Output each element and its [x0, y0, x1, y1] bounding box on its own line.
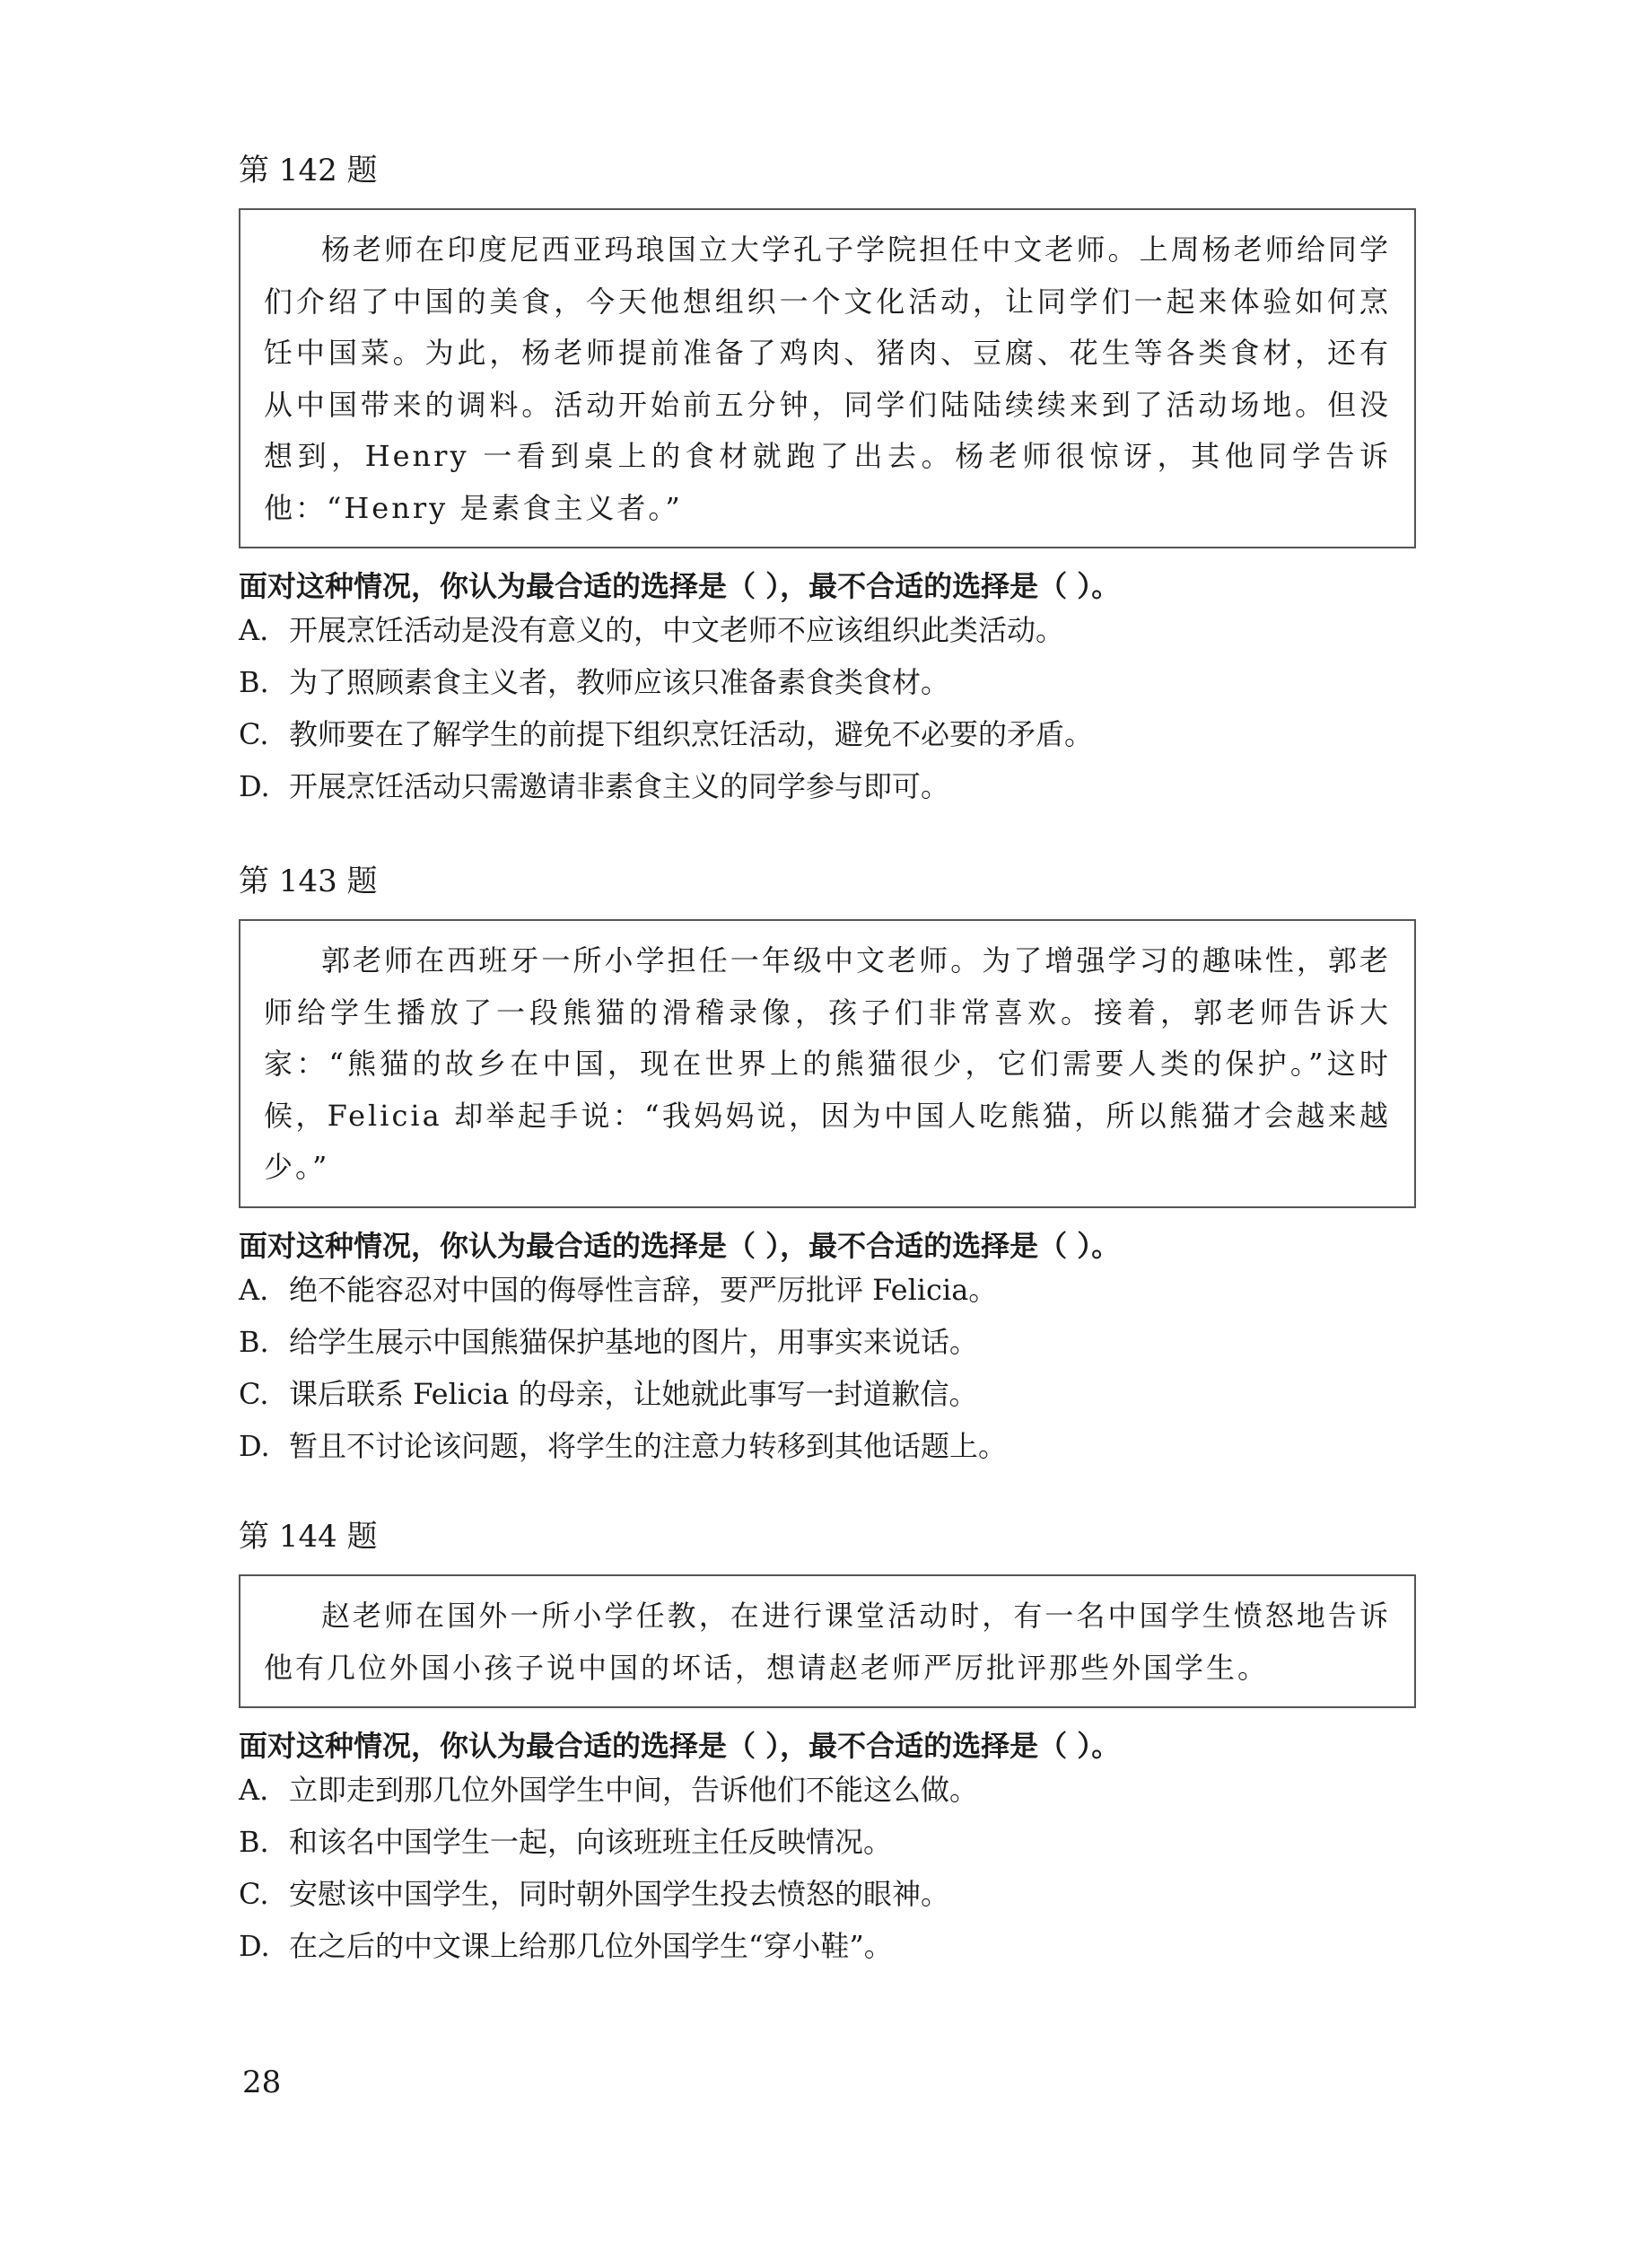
option-a[interactable]	[239, 1264, 1416, 1316]
option-text: 开展烹饪活动只需邀请非素食主义的同学参与即可。	[289, 769, 950, 803]
option-letter: A.	[239, 613, 269, 647]
option-letter: B.	[239, 665, 269, 699]
question-144	[239, 1519, 1416, 1972]
option-c[interactable]	[239, 1368, 1416, 1420]
options-list	[239, 604, 1416, 812]
option-text: 和该名中国学生一起，向该班班主任反映情况。	[289, 1825, 893, 1859]
passage-text: 杨老师在印度尼西亚玛琅国立大学孔子学院担任中文老师。上周杨老师给同学们介绍了中国的美食，今天他想组织一个文化活动，让同学们一起来体验如何烹饪中国菜。为此，杨老师提前准备了鸡肉、猪肉、豆腐、花生等各类食材，还有从中国带来的调料。活动开始前五分钟，同学们陆陆续续来到了活动场地。但没想到，Henry 一看到桌上的食材就跑了出去。杨老师很惊讶，其他同学告诉他：“Henry 是素食主义者。”	[264, 232, 1391, 525]
option-d[interactable]	[239, 760, 1416, 812]
option-text: 开展烹饪活动是没有意义的，中文老师不应该组织此类活动。	[289, 613, 1065, 647]
passage-text: 郭老师在西班牙一所小学担任一年级中文老师。为了增强学习的趣味性，郭老师给学生播放了一段熊猫的滑稽录像，孩子们非常喜欢。接着，郭老师告诉大家：“熊猫的故乡在中国，现在世界上的熊猫很少，它们需要人类的保护。”这时候，Felicia 却举起手说：“我妈妈说，因为中国人吃熊猫，所以熊猫才会越来越少。”	[264, 943, 1391, 1184]
question-142	[239, 153, 1416, 812]
question-prompt: 面对这种情况，你认为最合适的选择是（ ），最不合适的选择是（ ）。	[239, 569, 1121, 603]
option-b[interactable]	[239, 1816, 1416, 1868]
option-text: 课后联系 Felicia 的母亲，让她就此事写一封道歉信。	[289, 1376, 978, 1411]
passage-box	[239, 919, 1416, 1208]
option-letter: D.	[239, 1428, 270, 1463]
option-text: 立即走到那几位外国学生中间，告诉他们不能这么做。	[289, 1773, 979, 1807]
option-text: 绝不能容忍对中国的侮辱性言辞，要严厉批评 Felicia。	[289, 1272, 998, 1307]
passage-text: 赵老师在国外一所小学任教，在进行课堂活动时，有一名中国学生愤怒地告诉他有几位外国小孩子说中国的坏话，想请赵老师严厉批评那些外国学生。	[264, 1599, 1391, 1685]
option-c[interactable]	[239, 1868, 1416, 1920]
question-title: 第 143 题	[239, 863, 378, 899]
option-c[interactable]	[239, 708, 1416, 760]
option-a[interactable]	[239, 604, 1416, 656]
passage-box	[239, 1574, 1416, 1708]
passage-box	[239, 208, 1416, 548]
option-text: 在之后的中文课上给那几位外国学生“穿小鞋”。	[289, 1929, 893, 1963]
question-prompt: 面对这种情况，你认为最合适的选择是（ ），最不合适的选择是（ ）。	[239, 1228, 1121, 1263]
option-letter: D.	[239, 769, 270, 803]
option-text: 为了照顾素食主义者，教师应该只准备素食类食材。	[289, 665, 950, 699]
option-a[interactable]	[239, 1764, 1416, 1816]
question-title: 第 142 题	[239, 153, 378, 188]
option-letter: A.	[239, 1773, 269, 1807]
option-letter: A.	[239, 1272, 269, 1307]
question-title: 第 144 题	[239, 1519, 378, 1555]
question-143	[239, 863, 1416, 1472]
options-list	[239, 1264, 1416, 1472]
option-b[interactable]	[239, 656, 1416, 708]
option-letter: D.	[239, 1929, 270, 1963]
option-b[interactable]	[239, 1316, 1416, 1368]
option-text: 给学生展示中国熊猫保护基地的图片，用事实来说话。	[289, 1324, 979, 1359]
option-letter: C.	[239, 717, 269, 751]
option-text: 教师要在了解学生的前提下组织烹饪活动，避免不必要的矛盾。	[289, 717, 1094, 751]
option-text: 安慰该中国学生，同时朝外国学生投去愤怒的眼神。	[289, 1877, 950, 1911]
option-letter: B.	[239, 1324, 269, 1359]
options-list	[239, 1764, 1416, 1972]
page-number: 28	[242, 2064, 282, 2100]
option-letter: C.	[239, 1877, 269, 1911]
option-d[interactable]	[239, 1920, 1416, 1972]
option-letter: B.	[239, 1825, 269, 1859]
option-d[interactable]	[239, 1420, 1416, 1472]
question-prompt: 面对这种情况，你认为最合适的选择是（ ），最不合适的选择是（ ）。	[239, 1729, 1121, 1763]
option-letter: C.	[239, 1376, 269, 1411]
option-text: 暂且不讨论该问题，将学生的注意力转移到其他话题上。	[289, 1428, 1008, 1463]
